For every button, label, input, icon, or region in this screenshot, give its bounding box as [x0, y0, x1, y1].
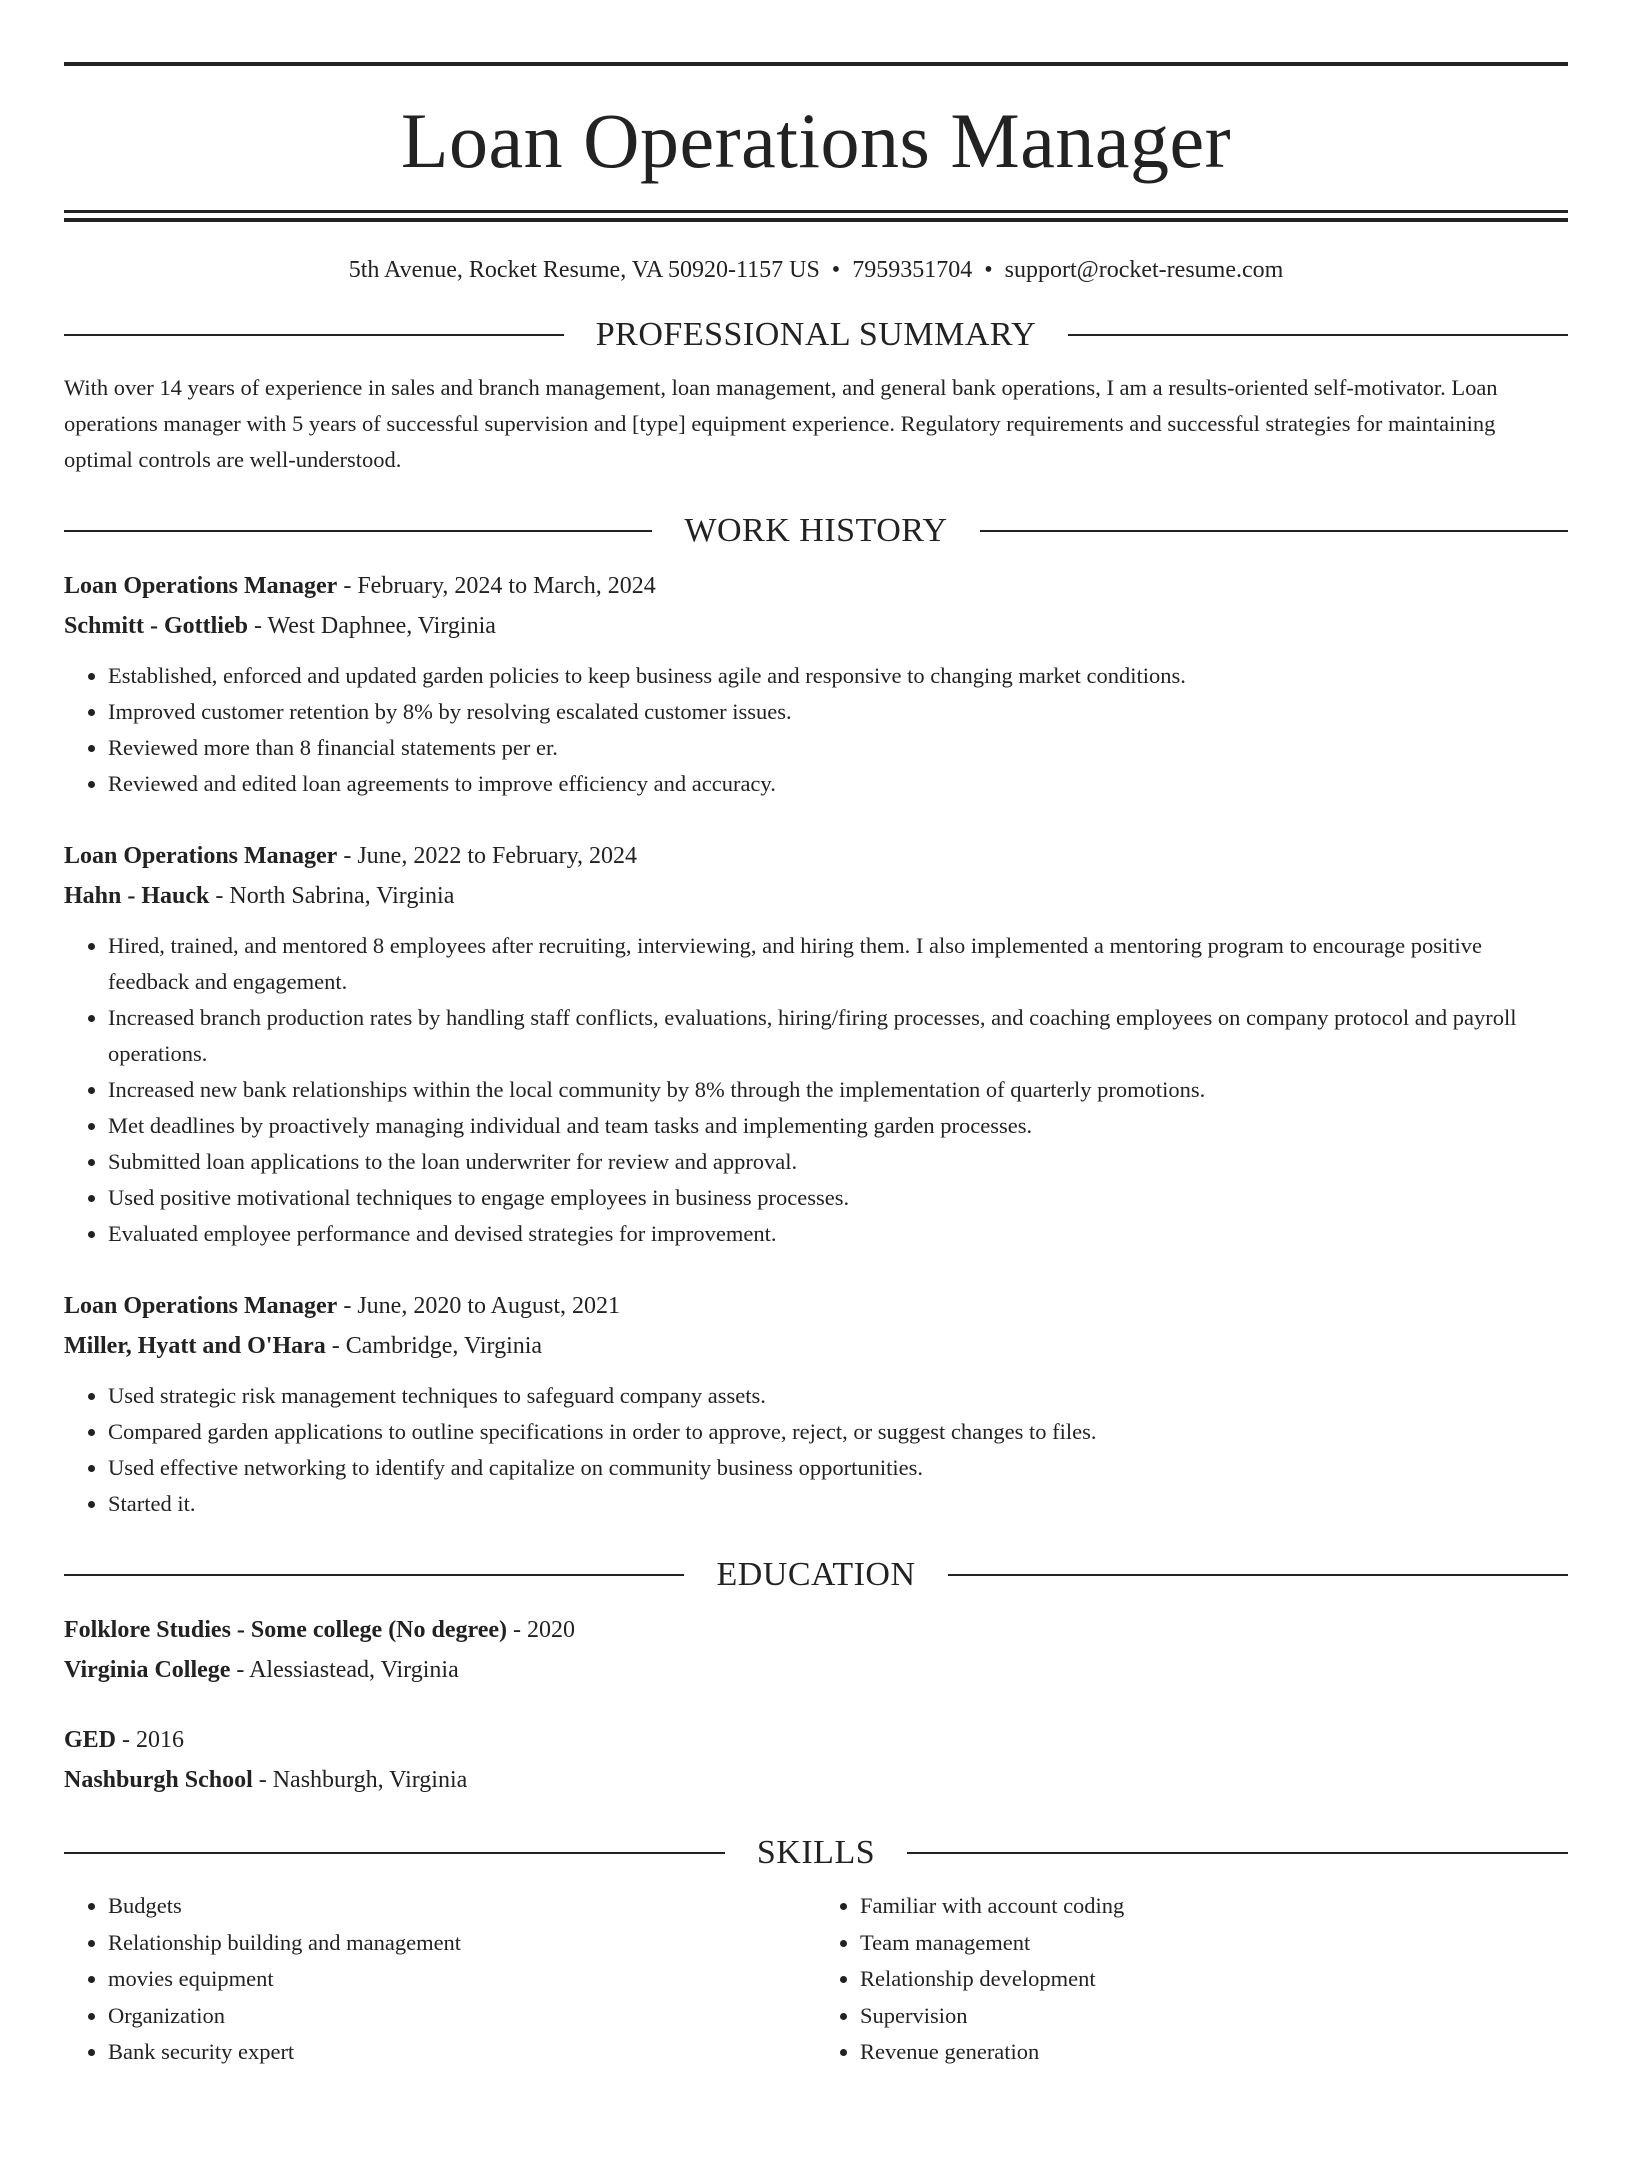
job-company: Schmitt - Gottlieb	[64, 613, 248, 639]
job-bullet: • Used positive motivational techniques to engage employees in business processes.	[108, 1180, 1568, 1216]
skill-item: • Team management	[860, 1925, 1568, 1962]
job-bullets	[64, 658, 1568, 802]
resume-name: Loan Operations Manager	[400, 97, 1232, 184]
job-entry	[64, 836, 1568, 1252]
skills-section-title: SKILLS	[756, 1834, 876, 1871]
heading-rule-left	[64, 334, 564, 336]
job-bullet: • Used effective networking to identify and capitalize on community business opportunities.	[108, 1450, 1568, 1486]
job-company-line	[64, 1326, 1568, 1366]
job-bullet: • Reviewed and edited loan agreements to improve efficiency and accuracy.	[108, 766, 1568, 802]
education-degree: Folklore Studies - Some college (No degree)	[64, 1617, 508, 1643]
summary-section-heading	[64, 318, 1568, 352]
contact-line	[64, 258, 1568, 282]
job-location: - West Daphnee, Virginia	[247, 613, 496, 639]
skills-list-right	[816, 1888, 1568, 2071]
job-title-line	[64, 836, 1568, 876]
summary-text: With over 14 years of experience in sales and branch management, loan management, and general bank operations, I am a results-oriented self-motivator. Loan operations manager with 5 years of successful supervision and [type] equipment experience. Regulatory requirements and successful strategies for maintaining optimal controls are well-understood.	[64, 375, 1498, 472]
education-section-title: EDUCATION	[716, 1556, 916, 1593]
contact-phone: 7959351704	[852, 257, 973, 283]
heading-rule-right	[907, 1852, 1568, 1854]
skills-columns	[64, 1888, 1568, 2071]
heading-rule-left	[64, 1574, 684, 1576]
skill-item: • Supervision	[860, 1998, 1568, 2035]
skills-list-left	[64, 1888, 816, 2071]
job-dates: - February, 2024 to March, 2024	[337, 573, 656, 599]
work-section-title: WORK HISTORY	[684, 512, 948, 549]
job-bullet: • Established, enforced and updated garden policies to keep business agile and responsive to changing market conditions.	[108, 658, 1568, 694]
job-bullet: • Increased new bank relationships within the local community by 8% through the implementation of quarterly promotions.	[108, 1072, 1568, 1108]
education-degree: GED	[64, 1727, 117, 1753]
heading-rule-right	[980, 530, 1568, 532]
education-entry	[64, 1610, 1568, 1690]
job-location: - Cambridge, Virginia	[325, 1333, 543, 1359]
contact-address: 5th Avenue, Rocket Resume, VA 50920-1157 US	[348, 257, 820, 283]
skill-item: • Familiar with account coding	[860, 1888, 1568, 1925]
job-bullets	[64, 928, 1568, 1252]
job-location: - North Sabrina, Virginia	[209, 883, 455, 909]
job-bullet: • Compared garden applications to outline specifications in order to approve, reject, or suggest changes to files.	[108, 1414, 1568, 1450]
heading-rule-right	[948, 1574, 1568, 1576]
job-entry	[64, 566, 1568, 802]
job-company: Hahn - Hauck	[64, 883, 210, 909]
education-school-line	[64, 1760, 1568, 1800]
heading-rule-right	[1068, 334, 1568, 336]
job-company: Miller, Hyatt and O'Hara	[64, 1333, 326, 1359]
heading-rule-left	[64, 530, 652, 532]
work-section-heading	[64, 514, 1568, 548]
education-school-line	[64, 1650, 1568, 1690]
skill-item: • Organization	[108, 1998, 816, 2035]
skill-item: • Revenue generation	[860, 2034, 1568, 2071]
skill-item: • movies equipment	[108, 1961, 816, 1998]
job-bullet: • Submitted loan applications to the loan underwriter for review and approval.	[108, 1144, 1568, 1180]
skill-item: • Budgets	[108, 1888, 816, 1925]
job-title: Loan Operations Manager	[64, 1293, 338, 1319]
job-bullet: • Started it.	[108, 1486, 1568, 1522]
job-bullet: • Reviewed more than 8 financial statements per er.	[108, 730, 1568, 766]
education-year: - 2020	[507, 1617, 576, 1643]
contact-separator: •	[831, 257, 841, 283]
contact-separator: •	[984, 257, 993, 283]
job-bullet: • Used strategic risk management techniques to safeguard company assets.	[108, 1378, 1568, 1414]
education-location: - Nashburgh, Virginia	[252, 1767, 468, 1793]
job-dates: - June, 2022 to February, 2024	[337, 843, 638, 869]
contact-email: support@rocket-resume.com	[1004, 257, 1284, 283]
job-title: Loan Operations Manager	[64, 843, 338, 869]
job-title: Loan Operations Manager	[64, 573, 338, 599]
job-bullet: • Increased branch production rates by handling staff conflicts, evaluations, hiring/firing processes, and coaching employees on company protocol and payroll operations.	[108, 1000, 1568, 1072]
job-company-line	[64, 876, 1568, 916]
job-bullet: • Met deadlines by proactively managing individual and team tasks and implementing garden processes.	[108, 1108, 1568, 1144]
resume-page	[0, 62, 1632, 2174]
job-bullet: • Evaluated employee performance and devised strategies for improvement.	[108, 1216, 1568, 1252]
education-school: Nashburgh School	[64, 1767, 253, 1793]
education-year: - 2016	[116, 1727, 185, 1753]
job-title-line	[64, 566, 1568, 606]
education-degree-line	[64, 1720, 1568, 1760]
education-location: - Alessiastead, Virginia	[230, 1657, 459, 1683]
heading-rule-left	[64, 1852, 725, 1854]
job-entry	[64, 1286, 1568, 1522]
header-double-rule	[64, 210, 1568, 222]
education-degree-line	[64, 1610, 1568, 1650]
skills-section-heading	[64, 1836, 1568, 1870]
job-bullet: • Hired, trained, and mentored 8 employees after recruiting, interviewing, and hiring them. I also implemented a mentoring program to encourage positive feedback and engagement.	[108, 928, 1568, 1000]
job-company-line	[64, 606, 1568, 646]
education-section-heading	[64, 1558, 1568, 1592]
skill-item: • Relationship development	[860, 1961, 1568, 1998]
education-entry	[64, 1720, 1568, 1800]
job-dates: - June, 2020 to August, 2021	[337, 1293, 620, 1319]
education-school: Virginia College	[64, 1657, 231, 1683]
skill-item: • Relationship building and management	[108, 1925, 816, 1962]
job-title-line	[64, 1286, 1568, 1326]
job-bullet: • Improved customer retention by 8% by resolving escalated customer issues.	[108, 694, 1568, 730]
skill-item: • Bank security expert	[108, 2034, 816, 2071]
summary-section-title: PROFESSIONAL SUMMARY	[595, 316, 1037, 353]
job-bullets	[64, 1378, 1568, 1522]
